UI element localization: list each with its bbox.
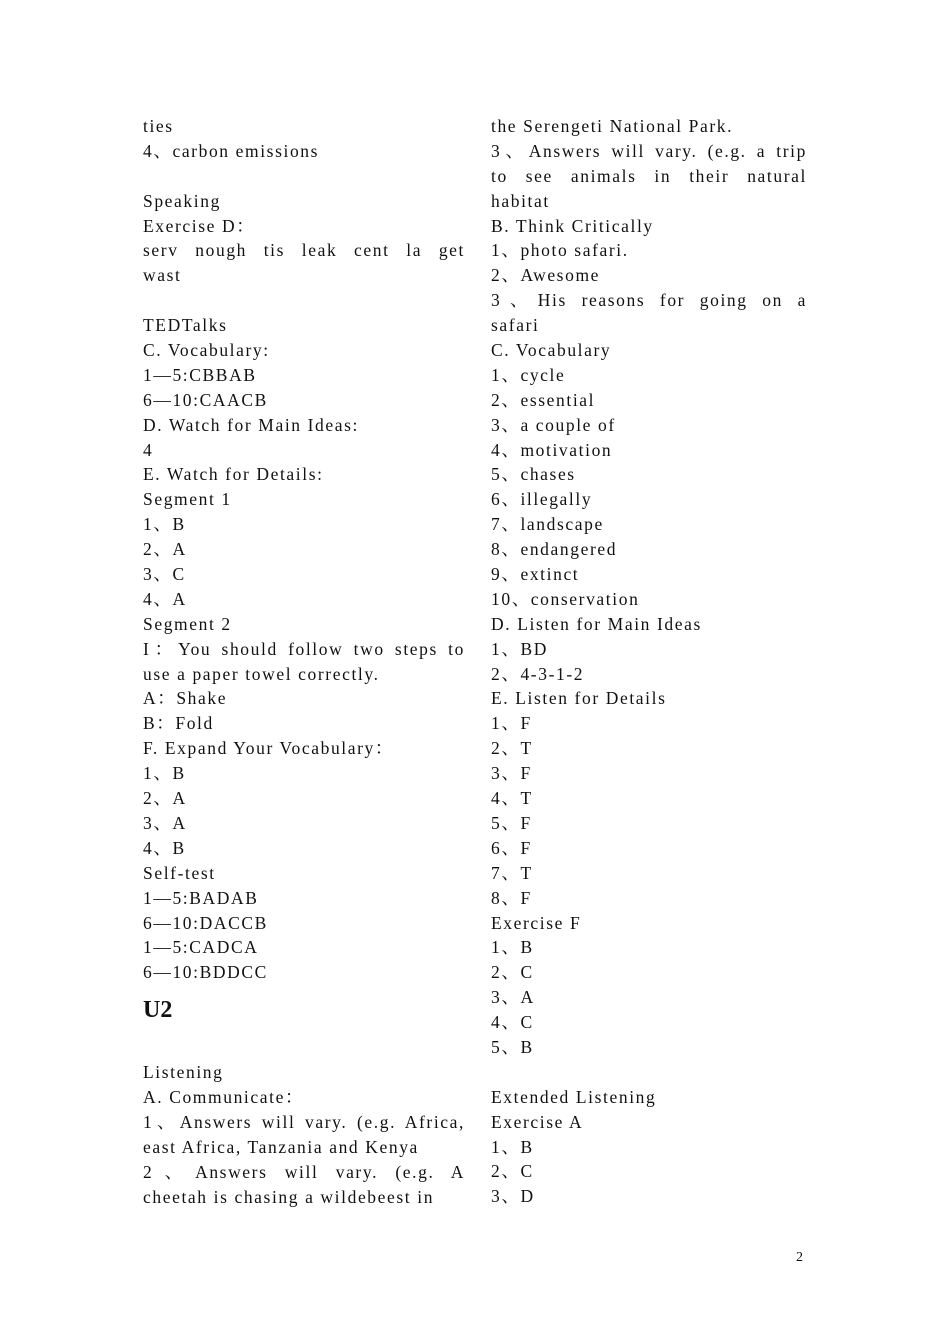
text-line: D. Listen for Main Ideas	[491, 613, 702, 634]
text-line: 3、D	[491, 1186, 535, 1207]
text-line: 1、F	[491, 713, 532, 734]
text-line: Self-test	[143, 862, 216, 883]
text-line: 6、F	[491, 837, 532, 858]
text-line: E. Watch for Details:	[143, 464, 324, 485]
text-line: 1、photo safari.	[491, 240, 629, 261]
text-line: 8、endangered	[491, 539, 618, 560]
text-line: to see animals in their natural	[491, 165, 807, 186]
text-line: 1、B	[143, 763, 186, 784]
text-line: 4、C	[491, 1012, 534, 1033]
text-line: 2、4-3-1-2	[491, 663, 585, 684]
text-line: D. Watch for Main Ideas:	[143, 414, 359, 435]
text-line: serv nough tis leak cent la get	[143, 240, 465, 261]
text-line: 5、chases	[491, 464, 576, 485]
unit-heading: U2	[143, 997, 173, 1024]
text-line: 6—10:CAACB	[143, 389, 268, 410]
text-line: Exercise D：	[143, 215, 256, 236]
text-line: 4、carbon emissions	[143, 140, 320, 161]
text-line: 8、F	[491, 887, 532, 908]
text-line: 4、motivation	[491, 439, 613, 460]
text-line: cheetah is chasing a wildebeest in	[143, 1186, 435, 1207]
blank-line	[143, 164, 465, 189]
text-line: Exercise A	[491, 1111, 584, 1132]
text-line: 7、landscape	[491, 514, 604, 535]
text-line: east Africa, Tanzania and Kenya	[143, 1136, 419, 1157]
text-line: use a paper towel correctly.	[143, 663, 380, 684]
text-line: 2、A	[143, 539, 187, 560]
text-line: 2、Answers will vary. (e.g. A	[143, 1161, 465, 1182]
text-line: 1、BD	[491, 638, 548, 659]
text-line: 2、C	[491, 1161, 534, 1182]
text-line: ties	[143, 116, 174, 136]
text-line: 6—10:BDDCC	[143, 962, 268, 983]
text-line: Exercise F	[491, 912, 582, 933]
text-line: 2、A	[143, 788, 187, 809]
text-line: 3、A	[491, 987, 535, 1008]
right-column	[491, 114, 807, 1209]
text-line: Segment 1	[143, 489, 232, 510]
text-line: Extended Listening	[491, 1086, 657, 1107]
blank-line	[143, 1035, 465, 1060]
text-line: 3、F	[491, 763, 532, 784]
left-column	[143, 114, 465, 1209]
text-line: 3、Answers will vary. (e.g. a trip	[491, 140, 807, 161]
text-line: 9、extinct	[491, 564, 580, 585]
text-line: Listening	[143, 1062, 224, 1083]
text-line: habitat	[491, 190, 550, 211]
text-line: 3、His reasons for going on a	[491, 290, 807, 311]
text-line: 4	[143, 439, 154, 460]
blank-line	[143, 288, 465, 313]
text-line: 2、essential	[491, 389, 596, 410]
text-line: 6、illegally	[491, 489, 593, 510]
text-line: 3、A	[143, 812, 187, 833]
text-line: 2、T	[491, 738, 533, 759]
text-line: 3、a couple of	[491, 414, 616, 435]
text-line: B. Think Critically	[491, 215, 654, 236]
text-line: Segment 2	[143, 613, 232, 634]
text-line: Speaking	[143, 190, 221, 211]
text-line: 1、B	[491, 937, 534, 958]
text-line: 3、C	[143, 564, 186, 585]
text-line: 1—5:BADAB	[143, 887, 259, 908]
text-line: 4、T	[491, 788, 533, 809]
text-line: safari	[491, 315, 540, 336]
text-line: 4、B	[143, 837, 186, 858]
text-line: C. Vocabulary:	[143, 340, 270, 361]
text-line: TEDTalks	[143, 315, 228, 336]
text-line: B：Fold	[143, 713, 214, 734]
text-line: 1—5:CADCA	[143, 937, 259, 958]
text-line: E. Listen for Details	[491, 688, 667, 709]
text-line: 7、T	[491, 862, 533, 883]
text-line: 2、Awesome	[491, 265, 601, 286]
page-number: 2	[796, 1250, 803, 1265]
text-line: 2、C	[491, 962, 534, 983]
text-line: 1—5:CBBAB	[143, 364, 257, 385]
blank-line	[491, 1060, 807, 1085]
text-line: 5、F	[491, 812, 532, 833]
text-line: 1、cycle	[491, 364, 566, 385]
text-line: 1、B	[143, 514, 186, 535]
text-line: 5、B	[491, 1036, 534, 1057]
text-line: the Serengeti National Park.	[491, 116, 734, 136]
text-line: F. Expand Your Vocabulary：	[143, 738, 395, 759]
text-line: wast	[143, 265, 182, 286]
text-line: A：Shake	[143, 688, 228, 709]
text-line: 1、Answers will vary. (e.g. Africa,	[143, 1111, 465, 1132]
text-line: 4、A	[143, 588, 187, 609]
text-line: I：You should follow two steps to	[143, 638, 465, 659]
text-line: C. Vocabulary	[491, 340, 612, 361]
text-line: 10、conservation	[491, 588, 640, 609]
text-line: 1、B	[491, 1136, 534, 1157]
text-line: A. Communicate：	[143, 1086, 305, 1107]
text-line: 6—10:DACCB	[143, 912, 268, 933]
